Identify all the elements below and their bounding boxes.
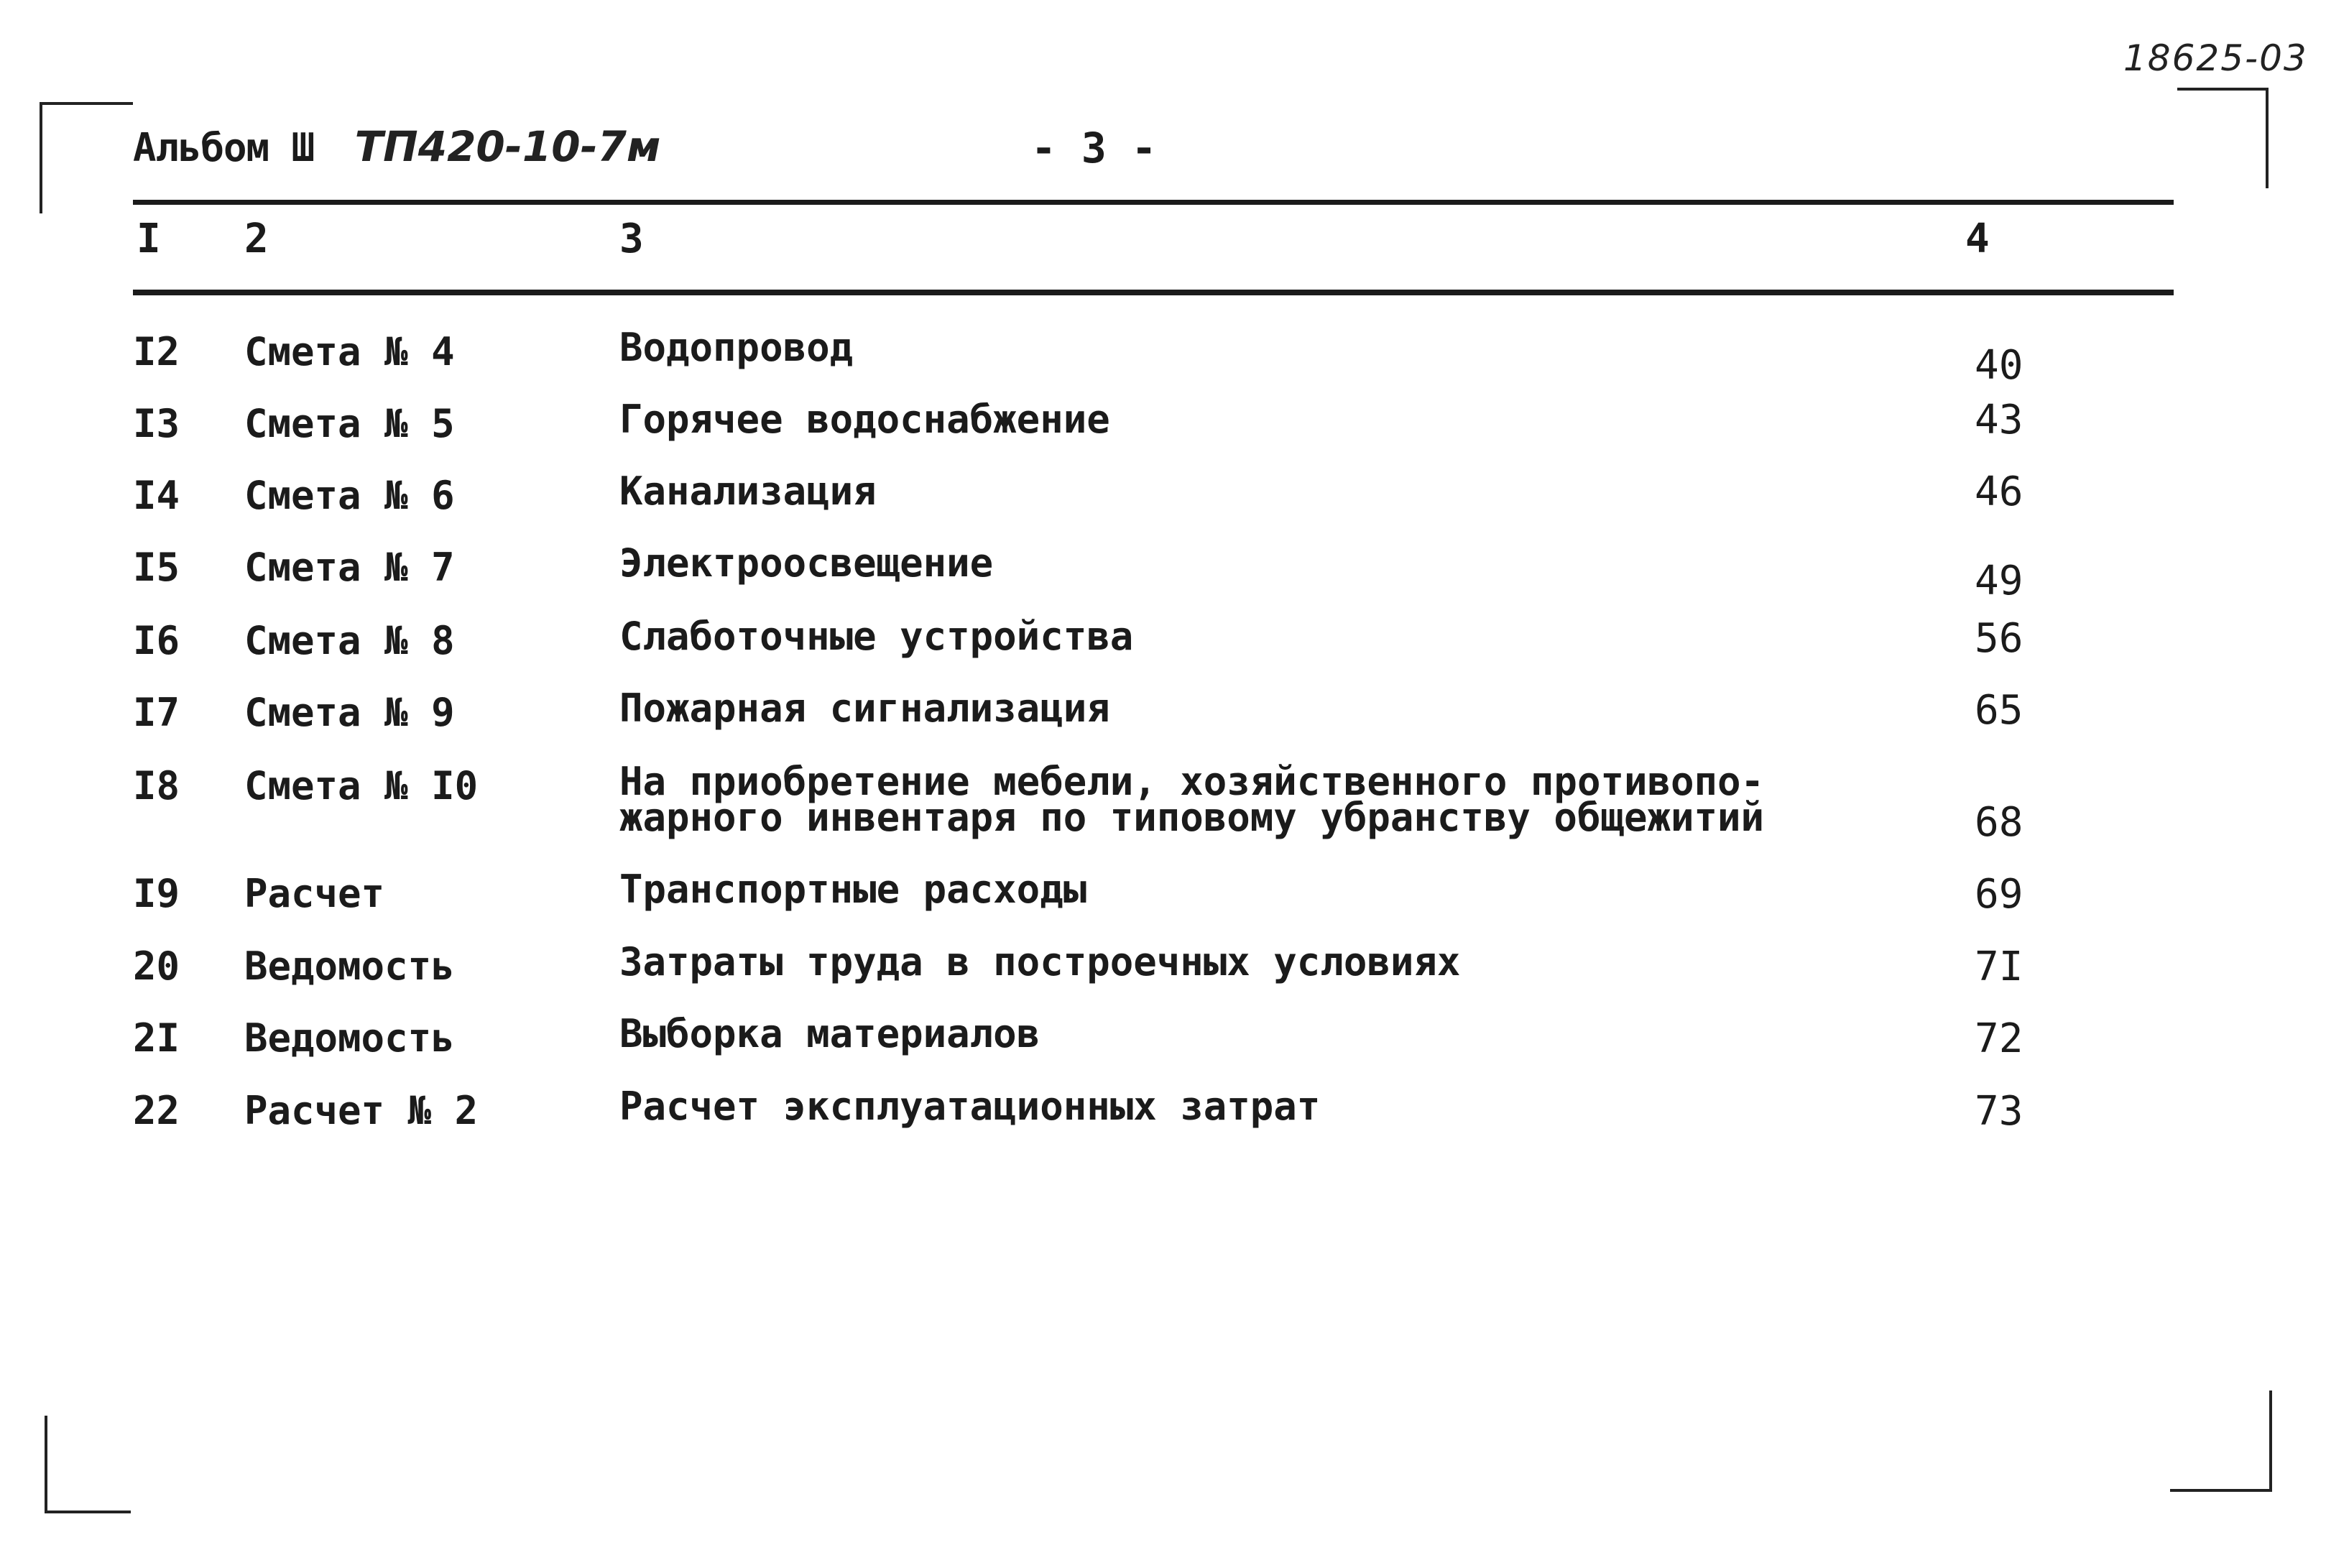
row-document: Смета № I0 [244,763,479,808]
frame-mark-top-left-h [40,102,133,105]
row-document: Ведомость [244,1015,455,1061]
frame-mark-bottom-right-h [2170,1489,2272,1492]
row-title: Выборка материалов [619,1011,1040,1056]
table-row [0,939,2326,1008]
row-title: Водопровод [619,325,854,370]
row-document: Смета № 9 [244,690,455,735]
table-row [0,759,2326,849]
row-number: 2I [133,1015,180,1061]
page-number: - 3 - [1031,124,1157,172]
row-number: I3 [133,401,180,446]
row-page: 72 [1975,1015,2023,1062]
table-row [0,614,2326,683]
row-document: Расчет [244,871,385,916]
table-row [0,1011,2326,1080]
row-document: Расчет № 2 [244,1088,479,1133]
row-page: 46 [1975,469,2023,515]
frame-mark-top-right-h [2177,88,2267,91]
document-header [133,122,660,171]
row-title: Пожарная сигнализация [619,686,1110,731]
row-page: 68 [1975,799,2023,846]
row-page: 49 [1975,558,2023,604]
header-rule-top [133,200,2174,205]
row-title: На приобретение мебели, хозяйственного противопо- [619,759,1765,804]
row-document: Смета № 8 [244,618,455,663]
frame-mark-top-right-v [2266,88,2269,188]
frame-mark-bottom-left-h [45,1511,131,1513]
header-rule-bottom [133,290,2174,295]
row-number: I6 [133,618,180,663]
table-row [0,397,2326,466]
row-number: I8 [133,763,180,808]
table-row [0,867,2326,936]
row-page: 73 [1975,1088,2023,1135]
row-title: Слаботочные устройства [619,614,1134,659]
row-title: Затраты труда в построечных условиях [619,939,1461,984]
row-title: Расчет эксплуатационных затрат [619,1084,1321,1129]
row-number: 20 [133,944,180,989]
row-title-continued: жарного инвентаря по типовому убранству общежитий [619,795,1765,840]
row-document: Смета № 6 [244,473,455,518]
row-page: 65 [1975,687,2023,734]
row-number: I4 [133,473,180,518]
row-number: I2 [133,329,180,374]
column-header-4: 4 [1965,216,1990,262]
row-number: 22 [133,1088,180,1133]
row-page: 40 [1975,342,2023,389]
project-code: ТП420-10-7м [354,122,661,171]
row-title: Электроосвещение [619,540,994,586]
archive-number: 18625-03 [2123,37,2308,79]
frame-mark-bottom-left-v [45,1416,47,1513]
row-number: I7 [133,690,180,735]
column-header-2: 2 [244,216,269,262]
row-number: I9 [133,871,180,916]
column-header-3: 3 [619,216,644,262]
row-title: Транспортные расходы [619,867,1087,912]
table-row [0,1084,2326,1153]
row-page: 56 [1975,615,2023,662]
row-title: Горячее водоснабжение [619,397,1110,442]
table-row [0,686,2326,755]
row-page: 69 [1975,871,2023,918]
frame-mark-top-left-v [40,102,42,213]
album-label: Альбом Ш [133,125,315,170]
row-title: Канализация [619,469,877,514]
row-number: I5 [133,545,180,590]
row-document: Смета № 4 [244,329,455,374]
table-row [0,325,2326,394]
table-row [0,469,2326,538]
table-row [0,540,2326,609]
row-document: Смета № 7 [244,545,455,590]
row-page: 43 [1975,397,2023,443]
row-document: Ведомость [244,944,455,989]
row-document: Смета № 5 [244,401,455,446]
column-header-1: I [137,216,161,262]
row-page: 7I [1975,944,2023,990]
frame-mark-bottom-right-v [2269,1391,2272,1491]
